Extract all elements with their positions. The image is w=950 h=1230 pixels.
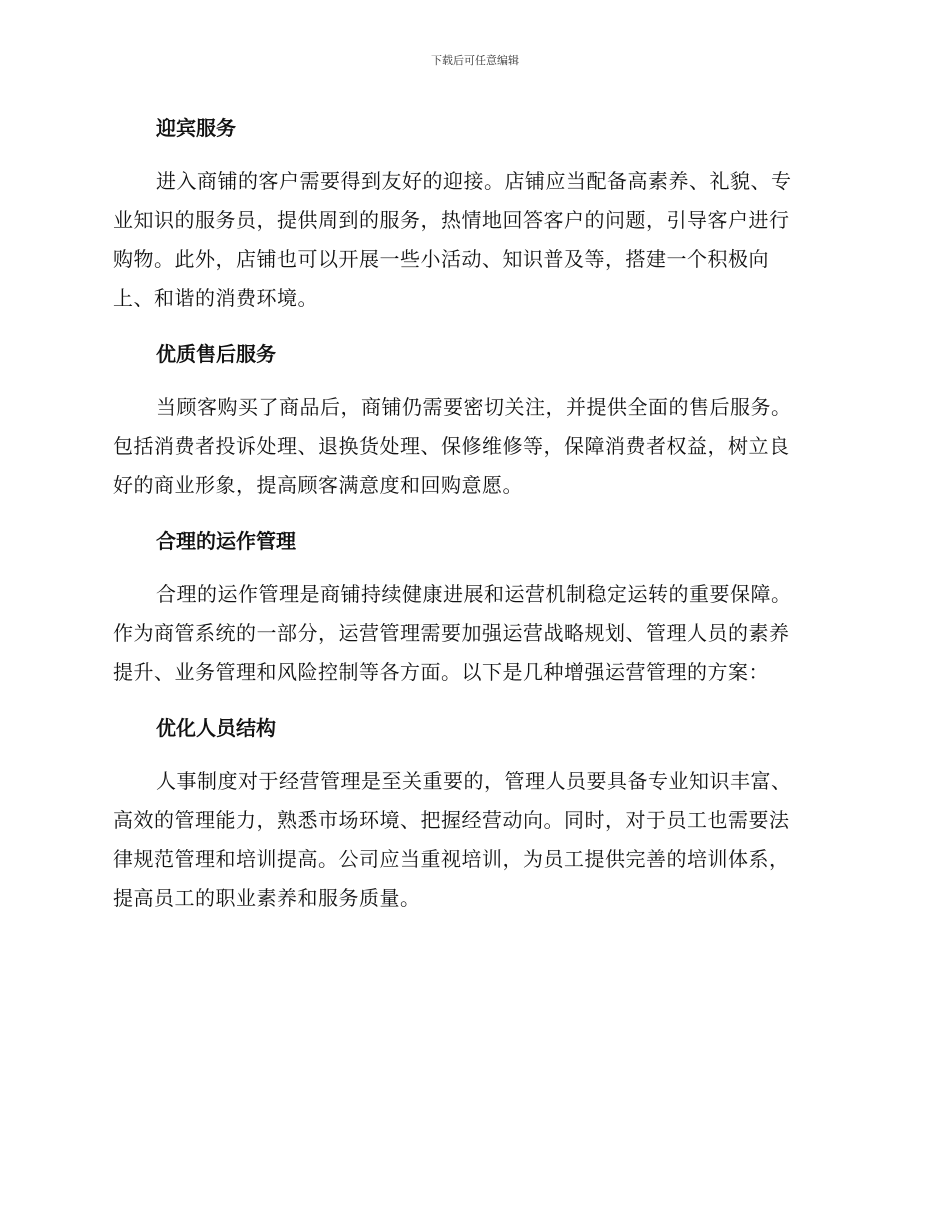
paragraph-line: 当顾客购买了商品后，商铺仍需要密切关注，并提供全面的售后服务。 bbox=[156, 395, 792, 419]
paragraph-line: 包括消费者投诉处理、退换货处理、保修维修等，保障消费者权益，树立良 bbox=[113, 434, 790, 458]
page-header-note: 下载后可任意编辑 bbox=[431, 54, 519, 67]
document-body bbox=[113, 112, 835, 918]
paragraph-after-sales-service bbox=[113, 388, 835, 505]
section-heading-operations-management: 合理的运作管理 bbox=[156, 529, 296, 553]
paragraph-operations-management bbox=[113, 575, 835, 692]
paragraph-line: 好的商业形象，提高顾客满意度和回购意愿。 bbox=[113, 473, 523, 497]
paragraph-line: 上、和谐的消费环境。 bbox=[113, 286, 318, 310]
paragraph-line: 提升、业务管理和风险控制等各方面。以下是几种增强运营管理的方案： bbox=[113, 660, 769, 684]
paragraph-welcome-service bbox=[113, 162, 835, 318]
paragraph-line: 合理的运作管理是商铺持续健康进展和运营机制稳定运转的重要保障。 bbox=[156, 582, 792, 606]
section-heading-staff-structure: 优化人员结构 bbox=[156, 716, 276, 740]
section-heading-after-sales-service: 优质售后服务 bbox=[156, 342, 276, 366]
paragraph-line: 购物。此外，店铺也可以开展一些小活动、知识普及等，搭建一个积极向 bbox=[113, 247, 769, 271]
paragraph-line: 高效的管理能力，熟悉市场环境、把握经营动向。同时，对于员工也需要法 bbox=[113, 808, 790, 832]
paragraph-line: 人事制度对于经营管理是至关重要的，管理人员要具备专业知识丰富、 bbox=[156, 769, 792, 793]
paragraph-line: 律规范管理和培训提高。公司应当重视培训，为员工提供完善的培训体系， bbox=[113, 847, 790, 871]
section-heading-welcome-service: 迎宾服务 bbox=[156, 116, 236, 140]
paragraph-line: 业知识的服务员，提供周到的服务，热情地回答客户的问题，引导客户进行 bbox=[113, 208, 790, 232]
paragraph-line: 进入商铺的客户需要得到友好的迎接。店铺应当配备高素养、礼貌、专 bbox=[156, 169, 792, 193]
paragraph-line: 作为商管系统的一部分，运营管理需要加强运营战略规划、管理人员的素养 bbox=[113, 621, 790, 645]
paragraph-staff-structure bbox=[113, 762, 835, 918]
paragraph-line: 提高员工的职业素养和服务质量。 bbox=[113, 886, 421, 910]
